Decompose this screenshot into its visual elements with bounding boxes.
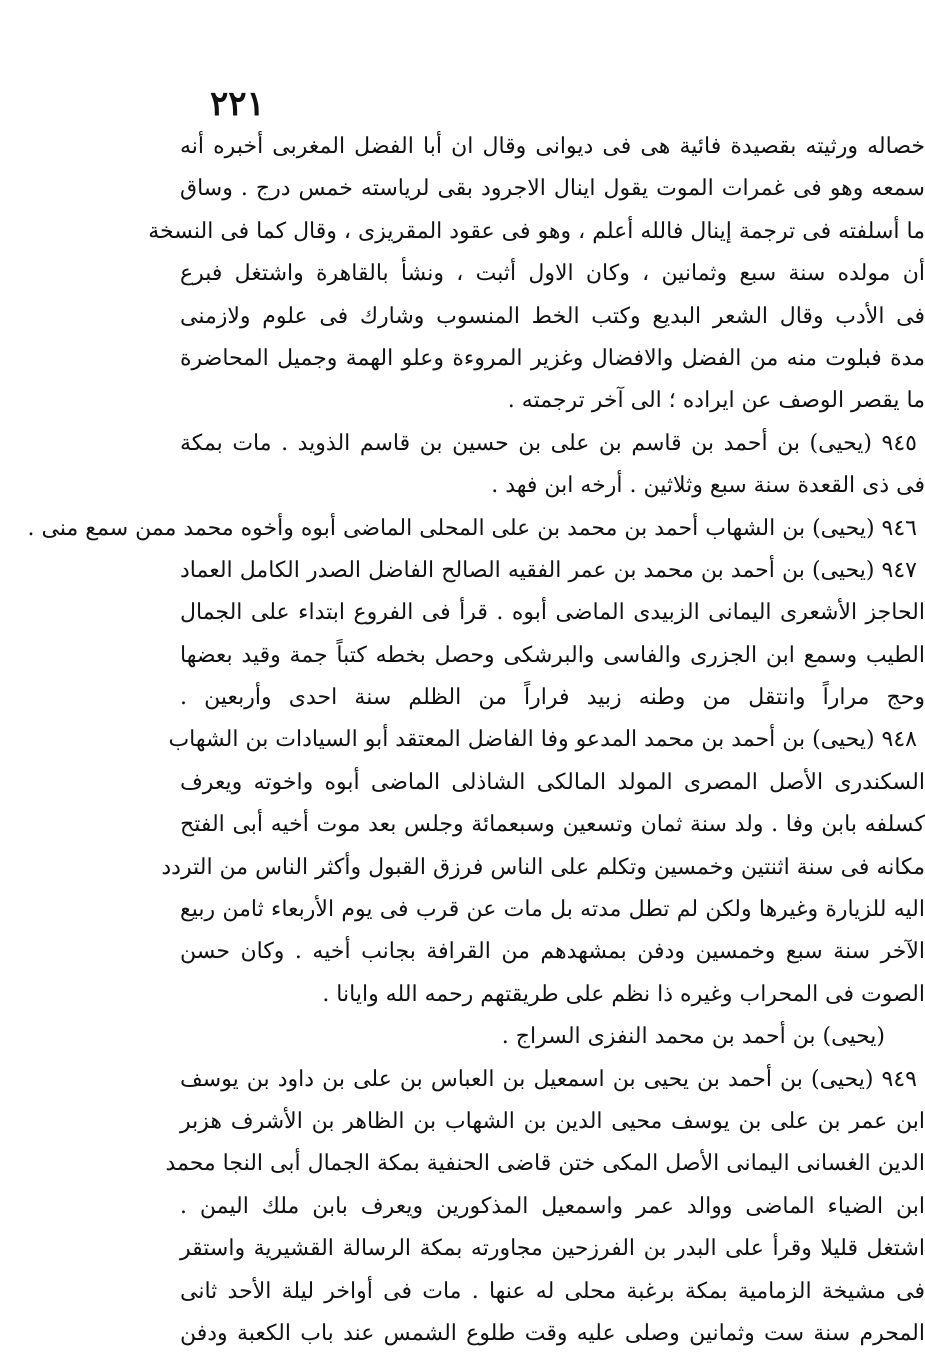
text-line: الصوت فى المحراب وغيره ذا نظم على طريقتهم رحمه الله وايانا . (322, 981, 925, 1007)
text-line: ابن الضياء الماضى ووالد عمر واسمعيل المذكورين ويعرف بابن ملك اليمن . (180, 1193, 925, 1219)
entry-947-line: ٩٤٧ (يحيى) بن أحمد بن محمد بن عمر الفقيه الصالح الفاضل الصدر الكامل العماد (180, 557, 917, 583)
text-line: الحاجز الأشعرى اليمانى الزبيدى الماضى أبوه . قرأ فى الفروع ابتداء على الجمال (180, 600, 925, 626)
text-line: الطيب وسمع ابن الجزرى والفاسى والبرشكى وحصل بخطه كتباً جمة وقيد بعضها (180, 642, 925, 668)
text-line: اشتغل قليلا وقرأ على البدر بن الفرزحين مجاورته بمكة الرسالة القشيرية واستقر (180, 1236, 925, 1262)
text-line: ما أسلفته فى ترجمة إينال فالله أعلم ، وهو فى عقود المقريزى ، وقال كما فى النسخة (148, 218, 925, 244)
text-line: فى ذى القعدة سنة سبع وثلاثين . أرخه ابن فهد . (491, 473, 925, 499)
text-line: فى مشيخة الزمامية بمكة برغبة محلى له عنها . مات فى أواخر ليلة الأحد ثانى (180, 1278, 925, 1304)
text-line: سمعه وهو فى غمرات الموت يقول اينال الاجرود بقى لرياسته خمس درج . وساق (180, 176, 925, 202)
text-line: الآخر سنة سبع وخمسين ودفن بمشهدهم من القرافة بجانب أخيه . وكان حسن (180, 939, 925, 965)
text-line: المحرم سنة ست وثمانين وصلى عليه وقت طلوع الشمس عند باب الكعبة ودفن (180, 1320, 925, 1346)
text-line: مكانه فى سنة اثنتين وخمسين وتكلم على الناس فرزق القبول وأكثر الناس من التردد (161, 854, 925, 880)
entry-946-line: ٩٤٦ (يحيى) بن الشهاب أحمد بن محمد بن على المحلى الماضى أبوه وأخوه محمد ممن سمع منى . (27, 515, 917, 541)
text-line: ما يقصر الوصف عن ايراده ؛ الى آخر ترجمته . (507, 388, 925, 414)
text-line: أن مولده سنة سبع وثمانين ، وكان الاول أثبت ، ونشأ بالقاهرة واشتغل فبرع (180, 261, 925, 287)
text-line: مدة فبلوت منه من الفضل والافضال وغزير المروءة وعلو الهمة وجميل المحاضرة (180, 345, 925, 371)
text-line: الدين الغسانى اليمانى الأصل المكى ختن قاضى الحنفية بمكة الجمال أبى النجا محمد (165, 1151, 925, 1177)
cross-reference-line: (يحيى) بن أحمد بن محمد النفزى السراج . (501, 1024, 885, 1050)
text-line: ابن عمر بن على بن يوسف محيى الدين بن الشهاب بن الظاهر بن الأشرف هزبر (180, 1108, 925, 1134)
entry-948-line: ٩٤٨ (يحيى) بن أحمد بن محمد المدعو وفا الفاضل المعتقد أبو السيادات بن الشهاب (168, 727, 917, 753)
text-line: السكندرى الأصل المصرى المولد المالكى الشاذلى الماضى أبوه واخوته ويعرف (180, 769, 925, 795)
entry-949-line: ٩٤٩ (يحيى) بن أحمد بن يحيى بن اسمعيل بن العباس بن على بن داود بن يوسف (180, 1066, 917, 1092)
page-number: ٢٢١ (210, 84, 265, 124)
text-line: وحج مراراً وانتقل من وطنه زبيد فراراً من الظلم سنة احدى وأربعين . (180, 685, 925, 711)
text-line: كسلفه بابن وفا . ولد سنة ثمان وتسعين وسبعمائة وجلس بعد موت أخيه أبى الفتح (180, 812, 925, 838)
text-line: فى الأدب وقال الشعر البديع وكتب الخط المنسوب وشارك فى علوم ولازمنى (180, 303, 925, 329)
body-text (27, 126, 925, 1355)
text-line: اليه للزيارة وغيرها ولكن لم تطل مدته بل مات عن قرب فى يوم الأربعاء ثامن ربيع (180, 897, 925, 923)
entry-945-line: ٩٤٥ (يحيى) بن أحمد بن قاسم بن على بن حسين بن قاسم الذويد . مات بمكة (180, 430, 917, 456)
text-line: خصاله ورثيته بقصيدة فائية هى فى ديوانى وقال ان أبا الفضل المغربى أخبره أنه (180, 134, 925, 159)
